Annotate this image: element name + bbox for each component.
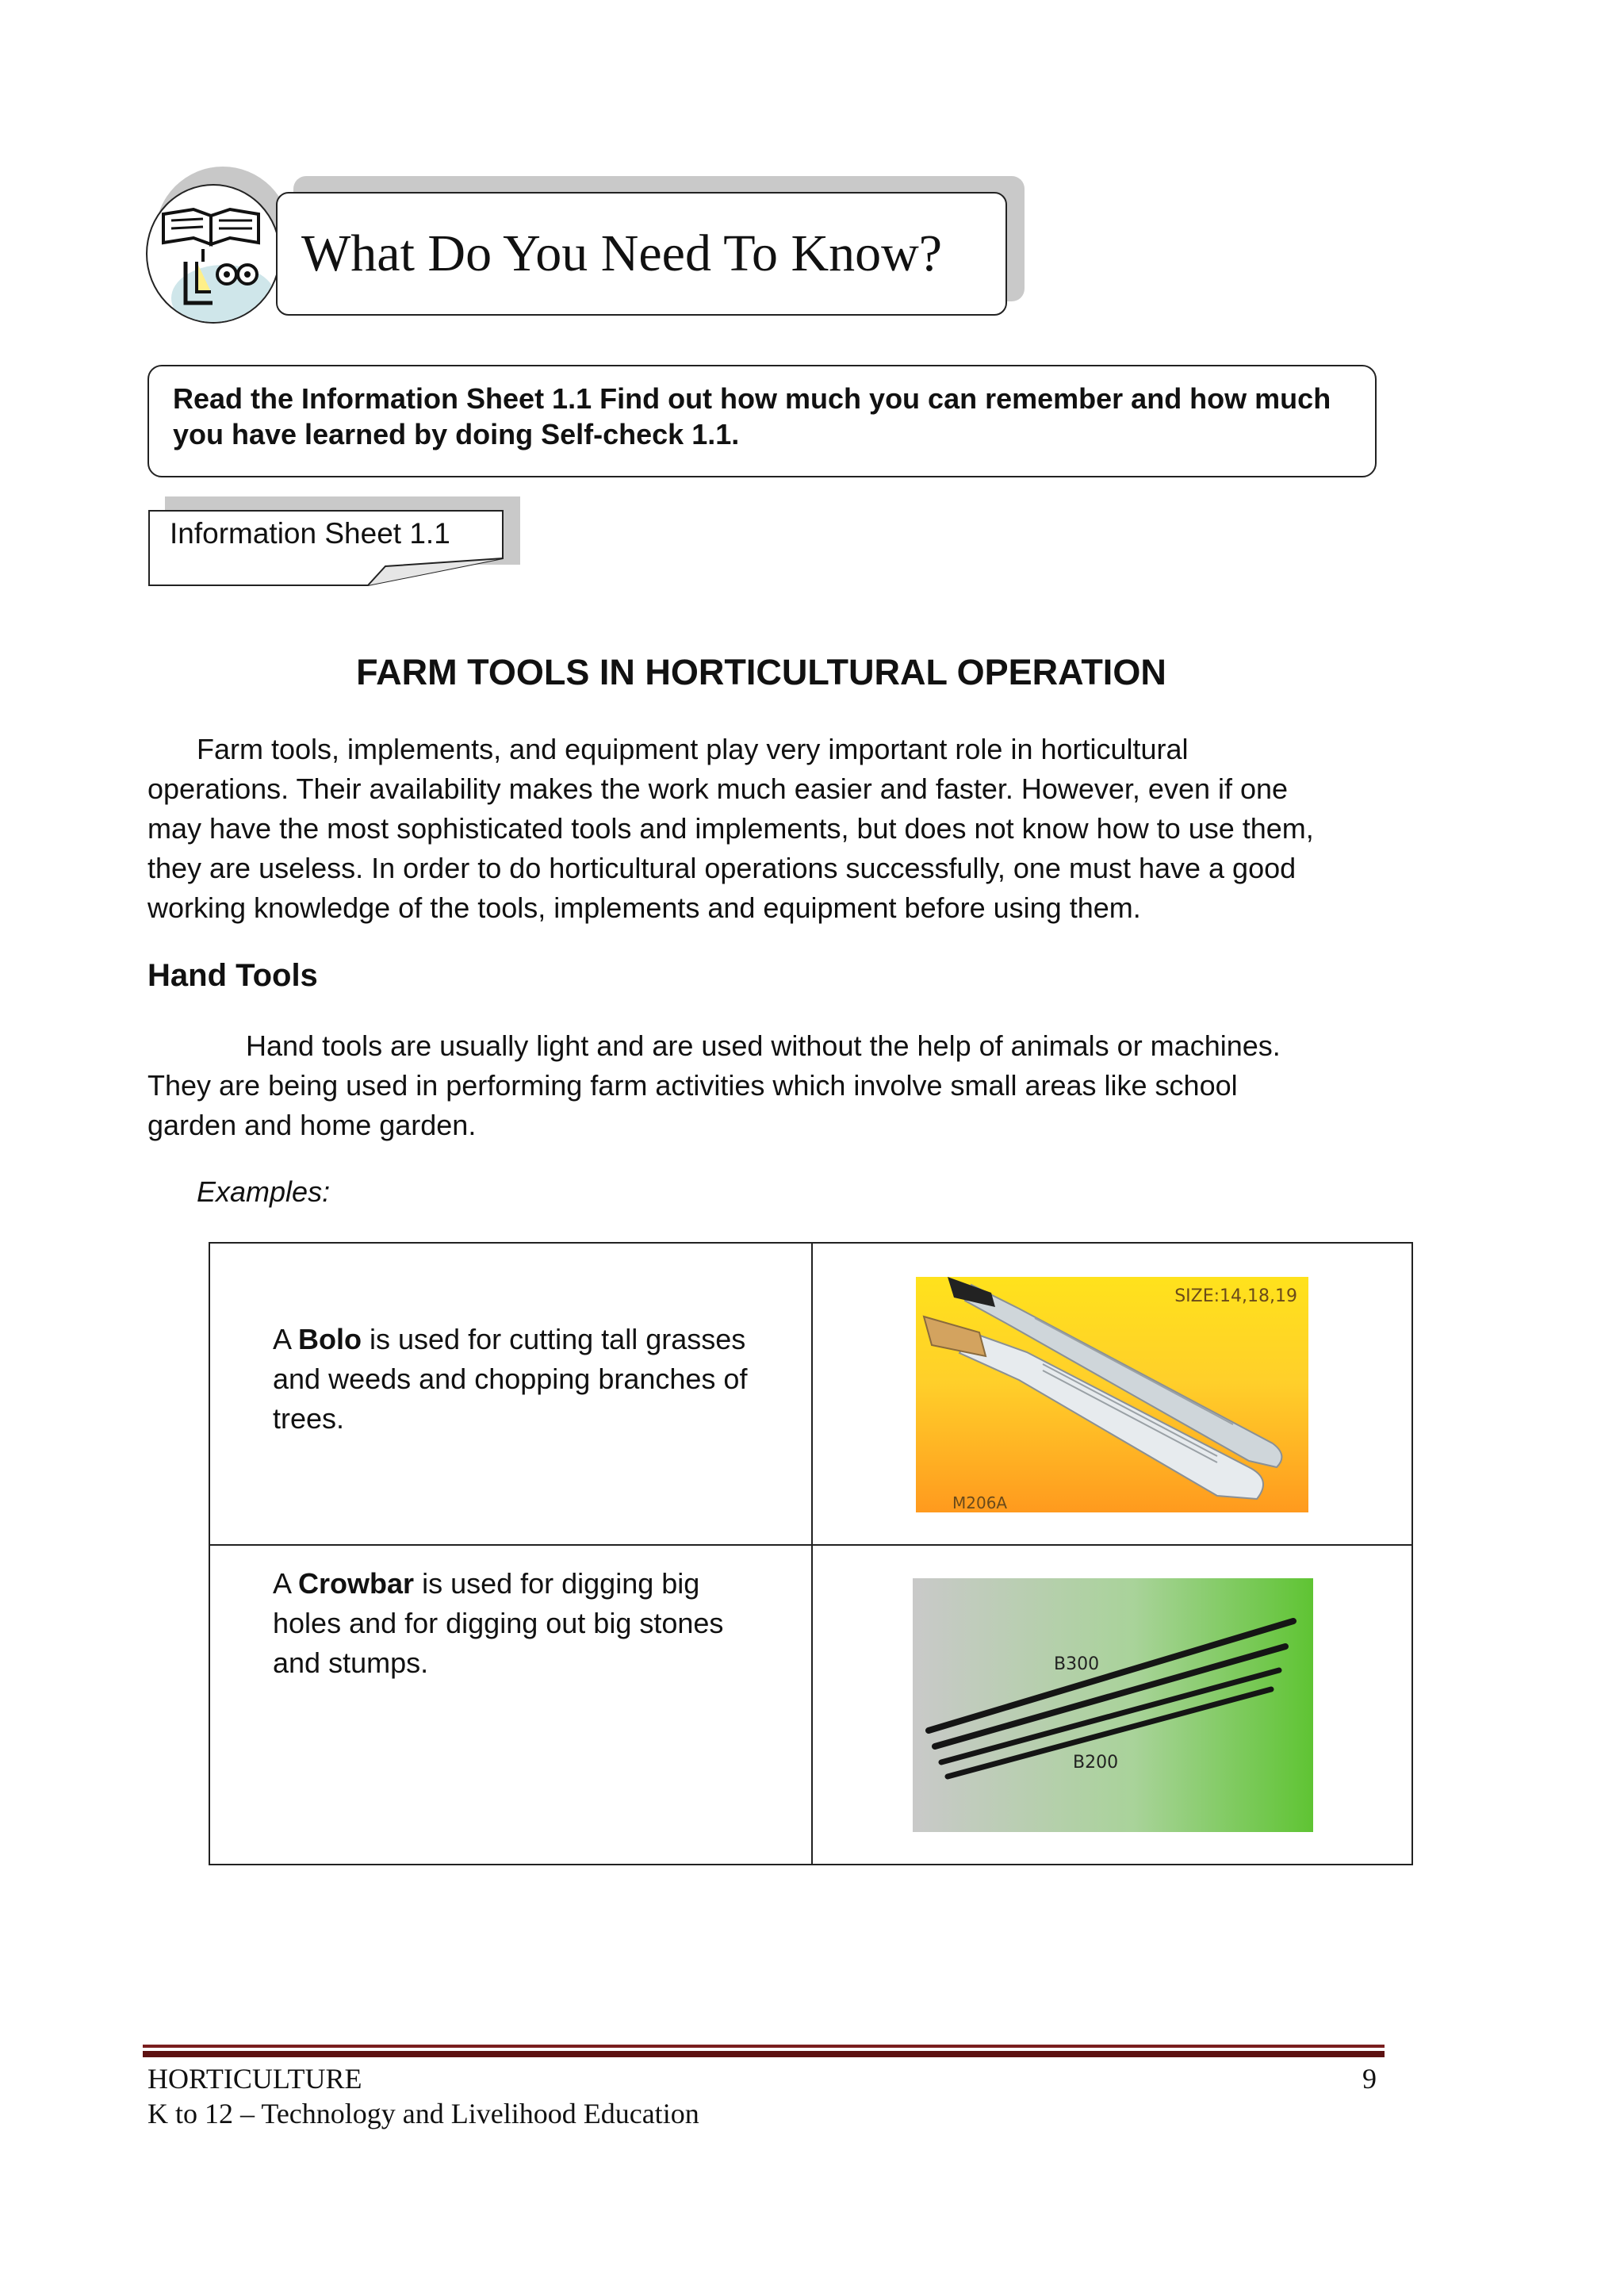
crowbar-model-label: B300 <box>1054 1654 1100 1674</box>
page-title: What Do You Need To Know? <box>276 192 1007 316</box>
tool-name: Bolo <box>298 1323 362 1355</box>
hand-tools-line: garden and home garden. <box>147 1109 477 1141</box>
section-heading: FARM TOOLS IN HORTICULTURAL OPERATION <box>356 652 1166 692</box>
reading-person-icon <box>146 184 281 324</box>
crowbar-image <box>913 1578 1313 1832</box>
examples-label: Examples: <box>197 1175 331 1208</box>
subheading-hand-tools: Hand Tools <box>147 958 318 993</box>
instruction-box: Read the Information Sheet 1.1 Find out how much you can remember and how much you have learned by doing Self-check 1.1. <box>147 365 1377 477</box>
hand-tools-line: Hand tools are usually light and are used without the help of animals or machines. <box>246 1029 1281 1062</box>
description-line: and stumps. <box>273 1646 429 1679</box>
footer-subject: HORTICULTURE <box>147 2063 362 2095</box>
description-line: trees. <box>273 1402 345 1435</box>
footer-rule <box>143 2051 1385 2057</box>
table-row-crowbar-text <box>273 1564 780 1683</box>
footer-course: K to 12 – Technology and Livelihood Education <box>147 2098 699 2129</box>
footer-rule <box>143 2045 1385 2048</box>
description-line: is used for digging big <box>414 1567 700 1600</box>
intro-line: they are useless. In order to do horticultural operations successfully, one must have a good <box>147 852 1297 884</box>
info-sheet-tab-label: Information Sheet 1.1 <box>170 517 450 550</box>
bolo-size-label: SIZE:14,18,19 <box>1174 1286 1297 1306</box>
description-line: holes and for digging out big stones <box>273 1607 724 1639</box>
hand-tools-line: They are being used in performing farm activities which involve small areas like school <box>147 1069 1238 1102</box>
table-row-bolo-text <box>273 1320 780 1439</box>
description-line: and weeds and chopping branches of <box>273 1363 748 1395</box>
page-number: 9 <box>1362 2063 1377 2095</box>
intro-line: working knowledge of the tools, implements and equipment before using them. <box>147 891 1141 924</box>
intro-line: operations. Their availability makes the work much easier and faster. However, even if one <box>147 772 1289 805</box>
article: A <box>273 1323 299 1355</box>
crowbar-model-label: B200 <box>1073 1753 1119 1773</box>
table-divider <box>209 1544 1413 1546</box>
bolo-image <box>916 1277 1308 1512</box>
intro-line: may have the most sophisticated tools and implements, but does not know how to use them, <box>147 812 1314 845</box>
table-divider <box>811 1242 813 1865</box>
article: A <box>273 1567 299 1600</box>
description-line: is used for cutting tall grasses <box>362 1323 746 1355</box>
tool-name: Crowbar <box>298 1567 415 1600</box>
intro-line: Farm tools, implements, and equipment play very important role in horticultural <box>197 733 1189 765</box>
bolo-model-label: M206A <box>952 1493 1008 1512</box>
